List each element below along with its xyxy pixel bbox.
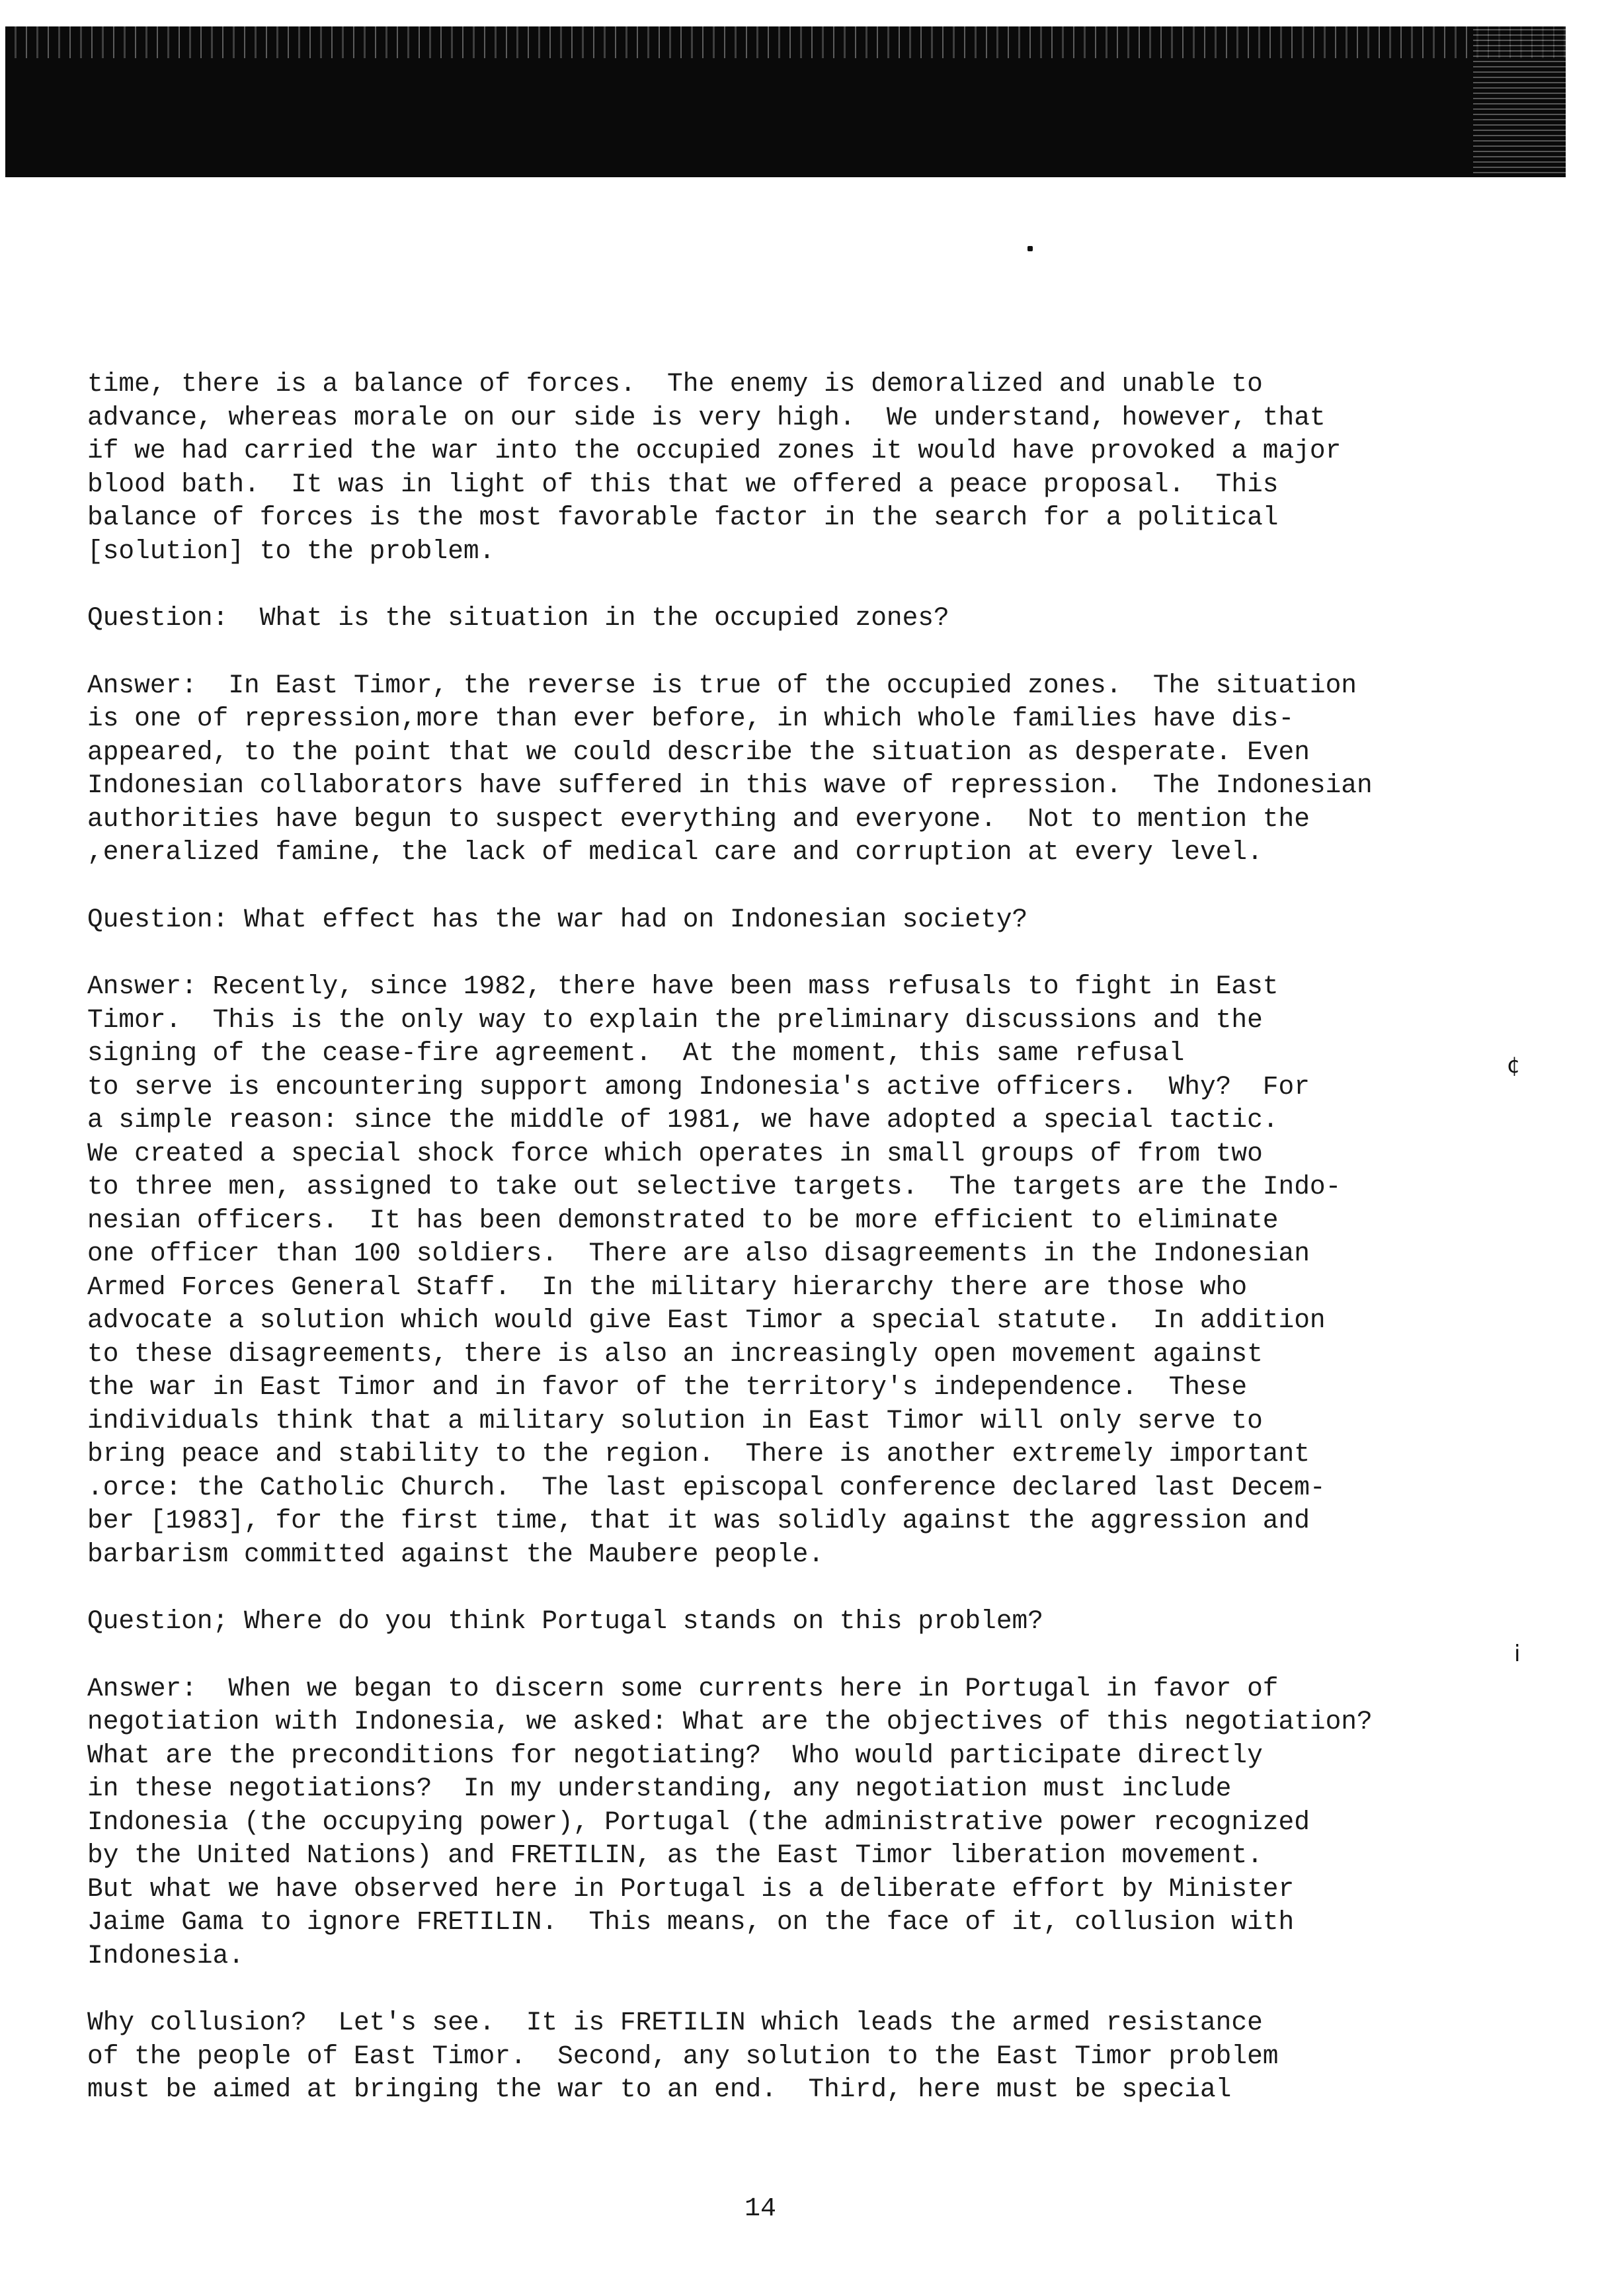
text-line: authorities have begun to suspect everything and everyone. Not to mention the <box>87 803 1310 834</box>
paragraph <box>87 903 1562 937</box>
text-line: to three men, assigned to take out selective targets. The targets are the Indo- <box>87 1172 1342 1202</box>
text-line: Question; Where do you think Portugal stands on this problem? <box>87 1606 1043 1636</box>
text-line: Indonesia. <box>87 1940 245 1971</box>
paragraph <box>87 1672 1562 1973</box>
text-line: negotiation with Indonesia, we asked: What are the objectives of this negotiation? <box>87 1707 1373 1737</box>
text-line: What are the preconditions for negotiating? Who would participate directly <box>87 1740 1263 1770</box>
text-line: advocate a solution which would give East Timor a special statute. In addition <box>87 1305 1326 1335</box>
text-line: Indonesia (the occupying power), Portugal (the administrative power recognized <box>87 1807 1310 1837</box>
header-scan-bar <box>5 26 1566 177</box>
scan-speckle <box>5 26 1566 58</box>
page-number: 14 <box>744 2194 776 2224</box>
text-line: signing of the cease-fire agreement. At the moment, this same refusal <box>87 1038 1185 1068</box>
paragraph <box>87 368 1562 568</box>
text-line: Answer: When we began to discern some currents here in Portugal in favor of <box>87 1673 1279 1703</box>
text-line: to serve is encountering support among Indonesia's active officers. Why? For <box>87 1071 1310 1102</box>
text-line: [solution] to the problem. <box>87 536 495 566</box>
text-line: Answer: In East Timor, the reverse is true of the occupied zones. The situation <box>87 670 1357 700</box>
text-line: is one of repression,more than ever before, in which whole families have dis- <box>87 704 1295 733</box>
paragraph <box>87 2006 1562 2107</box>
text-line: one officer than 100 soldiers. There are also disagreements in the Indonesian <box>87 1239 1310 1268</box>
text-line: individuals think that a military solution in East Timor will only serve to <box>87 1405 1263 1436</box>
text-line: of the people of East Timor. Second, any solution to the East Timor problem <box>87 2041 1279 2071</box>
text-line: balance of forces is the most favorable factor in the search for a political <box>87 503 1279 532</box>
scan-edge <box>1473 26 1566 177</box>
text-line: barbarism committed against the Maubere people. <box>87 1539 824 1569</box>
text-line: a simple reason: since the middle of 1981, we have adopted a special tactic. <box>87 1105 1279 1135</box>
paragraph <box>87 602 1562 636</box>
text-line: blood bath. It was in light of this that we offered a peace proposal. This <box>87 469 1279 499</box>
text-line: must be aimed at bringing the war to an end. Third, here must be special <box>87 2074 1232 2104</box>
document-body <box>87 368 1562 2141</box>
text-line: Indonesian collaborators have suffered in this wave of repression. The Indonesian <box>87 770 1373 800</box>
text-line: bring peace and stability to the region. There is another extremely important <box>87 1439 1310 1469</box>
text-line: if we had carried the war into the occupied zones it would have provoked a major <box>87 436 1342 466</box>
text-line: the war in East Timor and in favor of the territory's independence. These <box>87 1372 1248 1402</box>
text-line: Armed Forces General Staff. In the military hierarchy there are those who <box>87 1272 1248 1302</box>
text-line: nesian officers. It has been demonstrated to be more efficient to eliminate <box>87 1205 1279 1235</box>
text-line: Answer: Recently, since 1982, there have been mass refusals to fight in East <box>87 971 1279 1001</box>
margin-mark: ⅰ <box>1514 1641 1521 1667</box>
text-line: ber [1983], for the first time, that it was solidly against the aggression and <box>87 1506 1310 1536</box>
paragraph <box>87 970 1562 1571</box>
text-line: Question: What is the situation in the occupied zones? <box>87 603 949 633</box>
text-line: But what we have observed here in Portugal is a deliberate effort by Minister <box>87 1873 1295 1904</box>
text-line: time, there is a balance of forces. The enemy is demoralized and unable to <box>87 369 1263 399</box>
text-line: .orce: the Catholic Church. The last episcopal conference declared last Decem- <box>87 1472 1326 1502</box>
text-line: ,eneralized famine, the lack of medical care and corruption at every level. <box>87 837 1263 867</box>
text-line: Question: What effect has the war had on Indonesian society? <box>87 904 1028 934</box>
text-line: Jaime Gama to ignore FRETILIN. This means, on the face of it, collusion with <box>87 1907 1295 1937</box>
text-line: Timor. This is the only way to explain the preliminary discussions and the <box>87 1004 1263 1035</box>
text-line: Why collusion? Let's see. It is FRETILIN which leads the armed resistance <box>87 2008 1263 2037</box>
text-line: by the United Nations) and FRETILIN, as the East Timor liberation movement. <box>87 1840 1263 1870</box>
margin-mark: ¢ <box>1506 1052 1520 1079</box>
paragraph <box>87 669 1562 870</box>
text-line: in these negotiations? In my understanding, any negotiation must include <box>87 1774 1232 1803</box>
text-line: We created a special shock force which operates in small groups of from two <box>87 1138 1263 1168</box>
paragraph <box>87 1605 1562 1639</box>
text-line: to these disagreements, there is also an increasingly open movement against <box>87 1338 1263 1369</box>
text-line: appeared, to the point that we could describe the situation as desperate. Even <box>87 737 1310 767</box>
text-line: advance, whereas morale on our side is very high. We understand, however, that <box>87 402 1326 432</box>
stray-dot <box>1027 246 1033 251</box>
